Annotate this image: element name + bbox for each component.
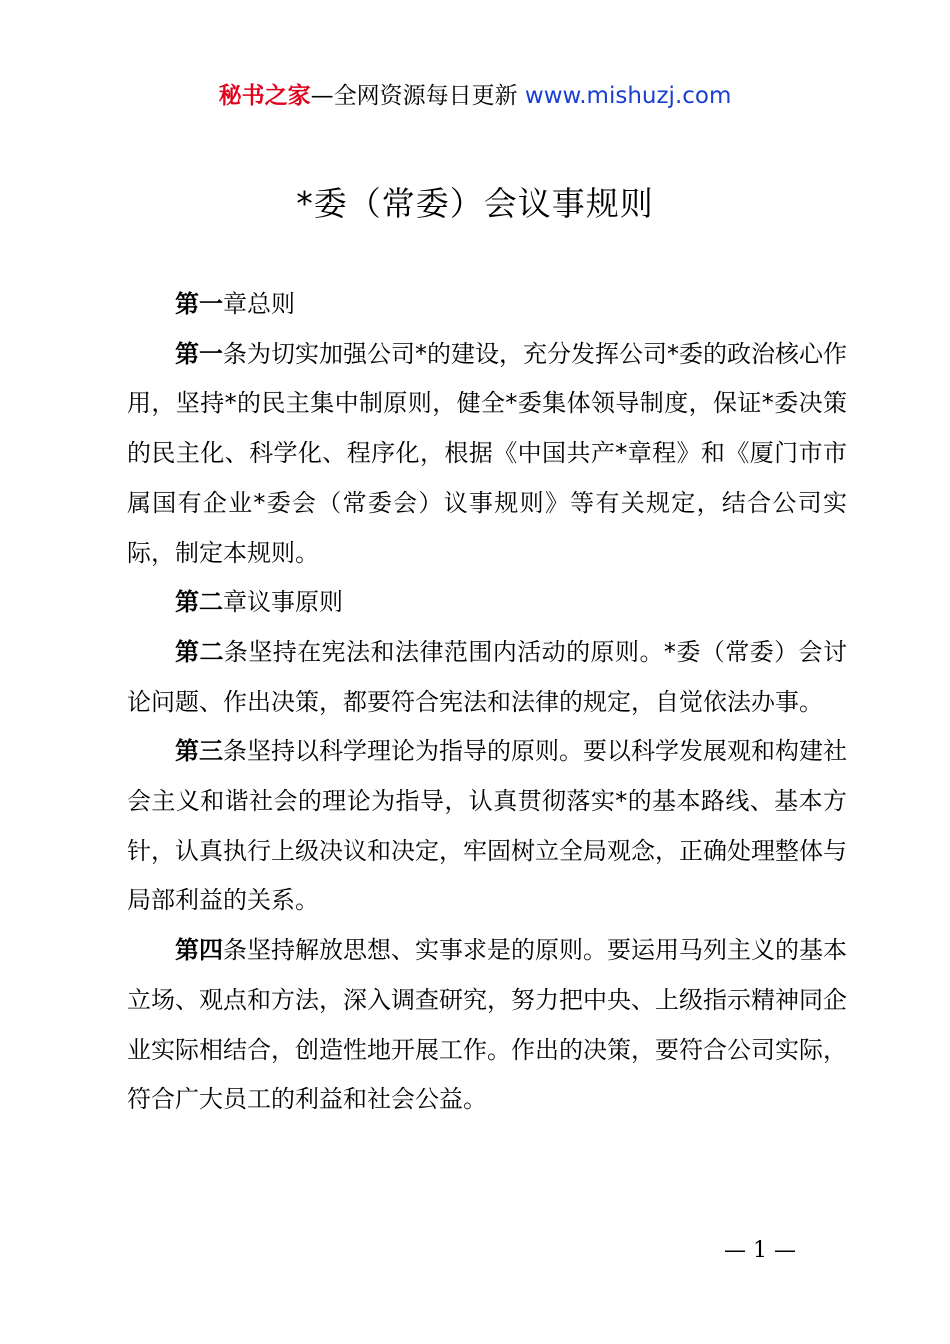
chapter-heading (127, 578, 847, 628)
paragraph-lead: 第四 (175, 936, 223, 965)
paragraph-text: 条为切实加强公司*的建设，充分发挥公司*委的政治核心作用，坚持*的民主集中制原则，健全*委集体领导制度，保证*委决策的民主化、科学化、程序化，根据《中国共产*章程》和《厦门市市属国有企业*委会（常委会）议事规则》等有关规定，结合公司实际，制定本规则。 (127, 339, 847, 567)
article-paragraph (127, 727, 847, 926)
chapter-heading (127, 280, 847, 330)
paragraph-text: 条坚持以科学理论为指导的原则。要以科学发展观和构建社会主义和谐社会的理论为指导，认真贯彻落实*的基本路线、基本方针，认真执行上级决议和决定，牢固树立全局观念，正确处理整体与局部利益的关系。 (127, 737, 847, 915)
paragraph-lead: 第二 (175, 637, 224, 666)
article-paragraph (127, 926, 847, 1125)
paragraph-text: 章总则 (223, 290, 295, 318)
site-slogan: —全网资源每日更新 (310, 83, 525, 109)
page-number: — 1 — (724, 1238, 796, 1263)
paragraph-text: 条坚持在宪法和法律范围内活动的原则。*委（常委）会讨论问题、作出决策，都要符合宪法和法律的规定，自觉依法办事。 (127, 637, 847, 716)
site-brand: 秘书之家 (218, 83, 311, 109)
article-paragraph (127, 330, 847, 579)
paragraph-text: 条坚持解放思想、实事求是的原则。要运用马列主义的基本立场、观点和方法，深入调查研究，努力把中央、上级指示精神同企业实际相结合，创造性地开展工作。作出的决策，要符合公司实际，符合广大员工的利益和社会公益。 (127, 936, 847, 1114)
paragraph-lead: 第三 (175, 737, 223, 766)
paragraph-lead: 第一 (175, 339, 223, 368)
site-banner (0, 80, 950, 112)
document-body (127, 280, 847, 1125)
site-url-link[interactable]: www.mishuzj.com (524, 83, 732, 109)
paragraph-text: 章议事原则 (223, 588, 343, 617)
paragraph-lead: 第二 (175, 588, 223, 617)
article-paragraph (127, 628, 847, 727)
document-title: *委（常委）会议事规则 (296, 184, 654, 223)
paragraph-lead: 第一 (175, 290, 223, 318)
